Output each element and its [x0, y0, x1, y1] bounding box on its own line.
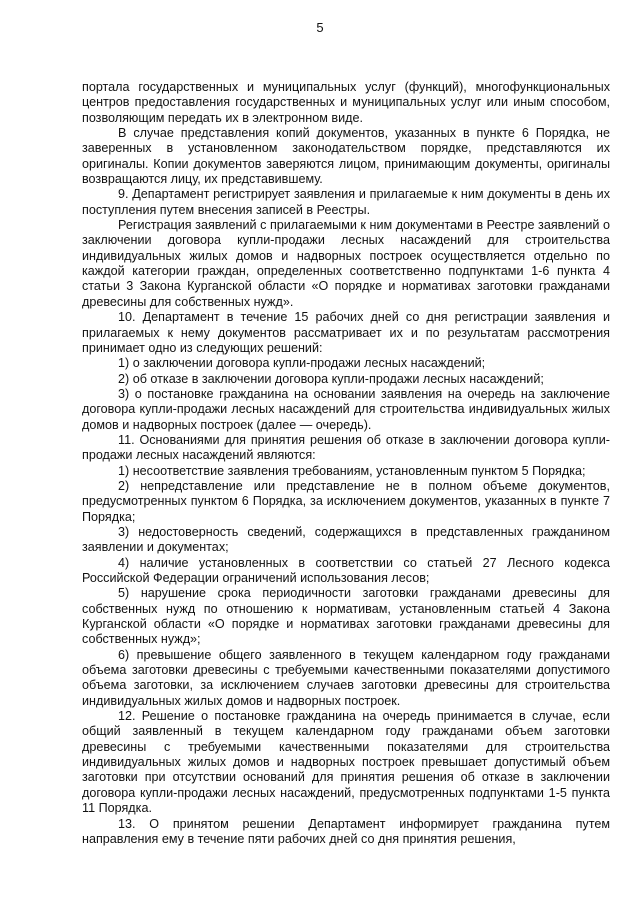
paragraph: 12. Решение о постановке гражданина на очередь принимается в случае, если общий заявленный в текущем календарном году гражданами объем заготовки древесины с требуемыми качественными показателями для строительства индивидуальных жилых домов и надворных построек превышает допустимый объем заготовки при отсутствии оснований для принятия решения об отказе в заключении договора купли-продажи лесных насаждений, предусмотренных подпунктами 1-5 пункта 11 Порядка.: [82, 709, 610, 816]
paragraph: 10. Департамент в течение 15 рабочих дней со дня регистрации заявления и прилагаемых к нему документов рассматривает их и по результатам рассмотрения принимает одно из следующих решений:: [82, 310, 610, 355]
list-item: 2) об отказе в заключении договора купли-продажи лесных насаждений;: [118, 371, 544, 386]
paragraph: портала государственных и муниципальных услуг (функций), многофункциональных центров предоставления государственных и муниципальных услуг или иным способом, позволяющим передать их в электронном виде.: [82, 80, 610, 125]
paragraph: 13. О принятом решении Департамент информирует гражданина путем направления ему в течение пяти рабочих дней со дня принятия решения,: [82, 816, 610, 846]
list-item: 5) нарушение срока периодичности заготовки гражданами древесины для собственных нужд по отношению к нормативам, установленным статьей 4 Закона Курганской области «О порядке и нормативах заготовки гражданами древесины для собственных нужд»;: [82, 586, 610, 647]
list-item: 1) несоответствие заявления требованиям, установленным пунктом 5 Порядка;: [118, 463, 586, 478]
list-item: 1) о заключении договора купли-продажи лесных насаждений;: [118, 356, 486, 371]
list-item: 3) о постановке гражданина на основании заявления на очередь на заключение договора купли-продажи лесных насаждений для строительства индивидуальных жилых домов и надворных построек (далее — очередь).: [82, 386, 610, 432]
list-item: 2) непредставление или представление не в полном объеме документов, предусмотренных пунктом 6 Порядка, за исключением документов, указанных в пункте 7 Порядка;: [82, 478, 610, 524]
list-item: 3) недостоверность сведений, содержащихся в представленных гражданином заявлении и документах;: [82, 524, 610, 555]
paragraph: В случае представления копий документов, указанных в пункте 6 Порядка, не заверенных в установленном законодательством порядке, представляются их оригиналы. Копии документов заверяются лицом, принимающим документы, оригиналы возвращаются лицу, их представившему.: [82, 126, 610, 187]
paragraph: 11. Основаниями для принятия решения об отказе в заключении договора купли-продажи лесных насаждений являются:: [82, 432, 610, 463]
paragraph: 9. Департамент регистрирует заявления и прилагаемые к ним документы в день их поступления путем внесения записей в Реестры.: [82, 187, 610, 217]
document-body: [82, 80, 610, 847]
list-item: 6) превышение общего заявленного в текущем календарном году гражданами объема заготовки древесины с требуемыми качественными показателями допустимого объема заготовки, за исключением случаев заготовки древесины для строительства индивидуальных жилых домов и надворных построек.: [82, 647, 610, 708]
paragraph: Регистрация заявлений с прилагаемыми к ним документами в Реестре заявлений о заключении договора купли-продажи лесных насаждений для строительства индивидуальных жилых домов и надворных построек осуществляется отдельно по каждой категории граждан, определенных соответственно подпунктами 1-6 пункта 4 статьи 3 Закона Курганской области «О порядке и нормативах заготовки гражданами древесины для собственных нужд».: [82, 218, 610, 309]
page-number: 5: [316, 20, 324, 35]
list-item: 4) наличие установленных в соответствии со статьей 27 Лесного кодекса Российской Федерации ограничений использования лесов;: [82, 555, 610, 585]
